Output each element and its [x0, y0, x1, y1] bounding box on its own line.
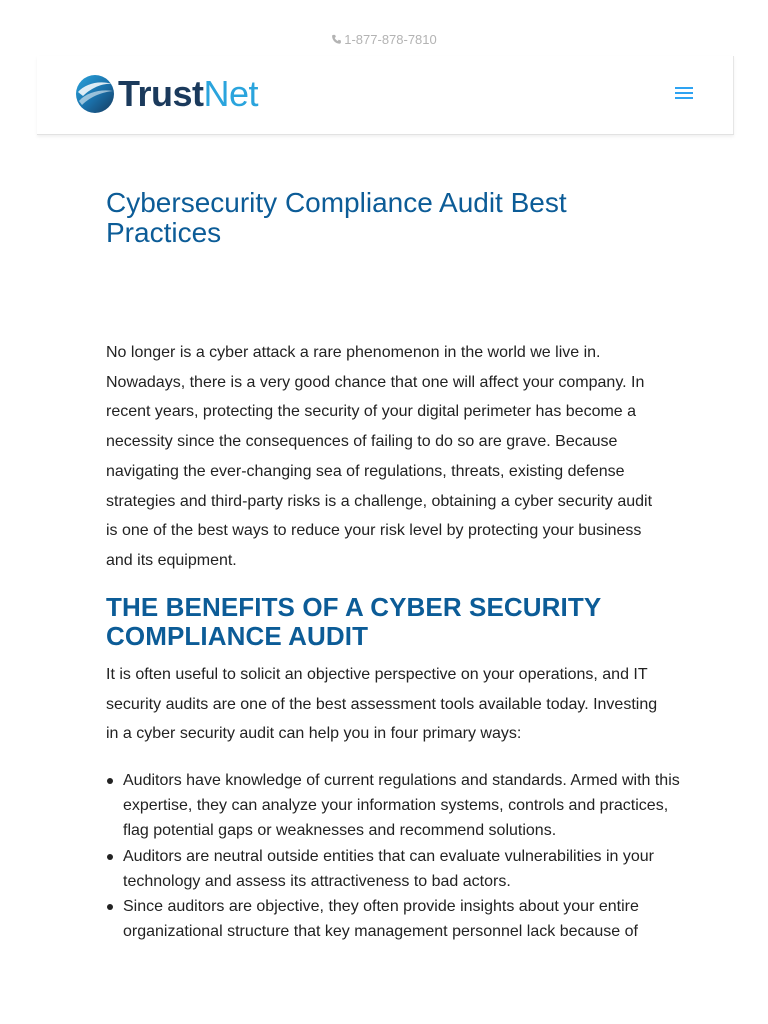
section-heading: THE BENEFITS OF A CYBER SECURITY COMPLIANCE AUDIT: [106, 592, 601, 651]
list-item: Since auditors are objective, they often provide insights about your entire organizational structure that key management personnel lack because of: [123, 894, 685, 944]
phone-number-link[interactable]: 1-877-878-7810: [344, 32, 437, 44]
article-content: [106, 187, 680, 941]
section-intro-paragraph: It is often useful to solicit an objective perspective on your operations, and IT security audits are one of the best assessment tools available today. Investing in a cyber security audit can help you in four primary ways:: [106, 666, 658, 743]
hamburger-menu-icon[interactable]: [674, 84, 694, 102]
top-contact-bar: [0, 30, 768, 44]
intro-paragraph: No longer is a cyber attack a rare phenomenon in the world we live in. Nowadays, there is a very good chance that one will affect your company. In recent years, protecting the security of your digital perimeter has become a necessity since the consequences of failing to do so are grave. Because navigating the ever-changing sea of regulations, threats, existing defense strategies and third-party risks is a challenge, obtaining a cyber security audit is one of the best ways to reduce your risk level by protecting your business and its equipment.: [106, 344, 653, 569]
logo-wordmark-trust: Trust: [118, 73, 204, 114]
phone-icon: [331, 34, 342, 44]
globe-logo-icon: [75, 74, 115, 114]
page-title: Cybersecurity Compliance Audit Best Practices: [106, 187, 567, 248]
trustnet-logo[interactable]: [75, 73, 258, 115]
list-item: Auditors have knowledge of current regulations and standards. Armed with this expertise, they can analyze your information systems, controls and practices, flag potential gaps or weaknesses and recommend solutions.: [123, 768, 685, 844]
list-item: Auditors are neutral outside entities that can evaluate vulnerabilities in your technology and assess its attractiveness to bad actors.: [123, 844, 685, 894]
site-header: [37, 56, 734, 135]
logo-wordmark-net: Net: [203, 73, 259, 114]
benefits-list: [106, 768, 685, 944]
